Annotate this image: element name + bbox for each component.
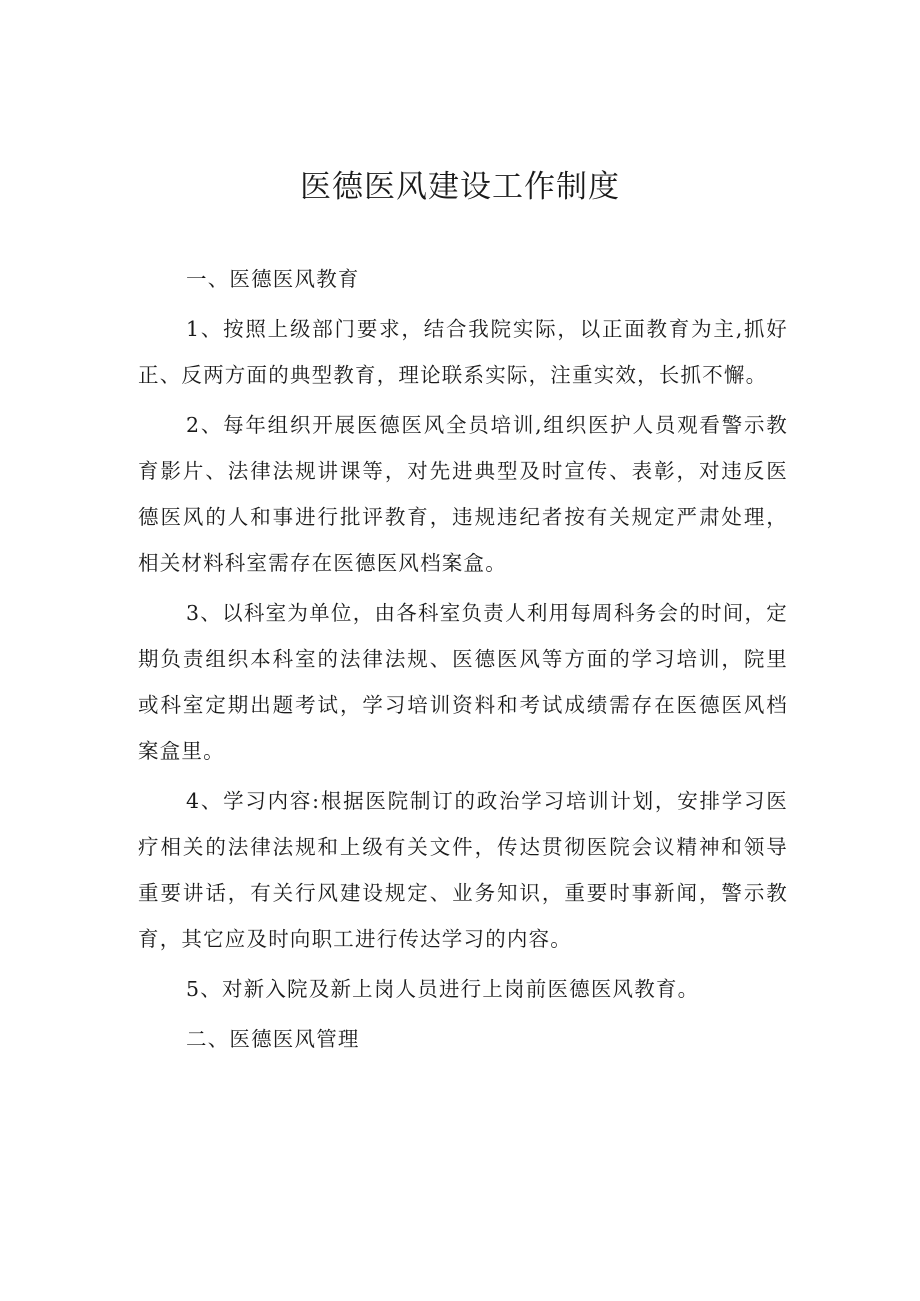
section-heading-education: 一、医德医风教育 xyxy=(186,267,360,291)
section-heading-management: 二、医德医风管理 xyxy=(186,1027,360,1051)
education-item-2: 2、每年组织开展医德医风全员培训,组织医护人员观看警示教育影片、法律法规讲课等，对先进典型及时宣传、表彰，对违反医德医风的人和事进行批评教育，违规违纪者按有关规定严肃处理，相关材料科室需存在医德医风档案盒。 xyxy=(138,413,788,575)
education-item-1: 1、按照上级部门要求，结合我院实际，以正面教育为主,抓好正、反两方面的典型教育，理论联系实际，注重实效，长抓不懈。 xyxy=(138,317,788,387)
education-item-3: 3、以科室为单位，由各科室负责人利用每周科务会的时间，定期负责组织本科室的法律法规、医德医风等方面的学习培训，院里或科室定期出题考试，学习培训资料和考试成绩需存在医德医风档案盒里。 xyxy=(138,601,788,763)
document-title: 医德医风建设工作制度 xyxy=(300,169,620,205)
education-item-4: 4、学习内容:根据医院制订的政治学习培训计划，安排学习医疗相关的法律法规和上级有关文件，传达贯彻医院会议精神和领导重要讲话，有关行风建设规定、业务知识，重要时事新闻，警示教育，其它应及时向职工进行传达学习的内容。 xyxy=(138,789,788,951)
document-body xyxy=(138,256,788,1066)
education-item-5: 5、对新入院及新上岗人员进行上岗前医德医风教育。 xyxy=(186,977,700,1001)
